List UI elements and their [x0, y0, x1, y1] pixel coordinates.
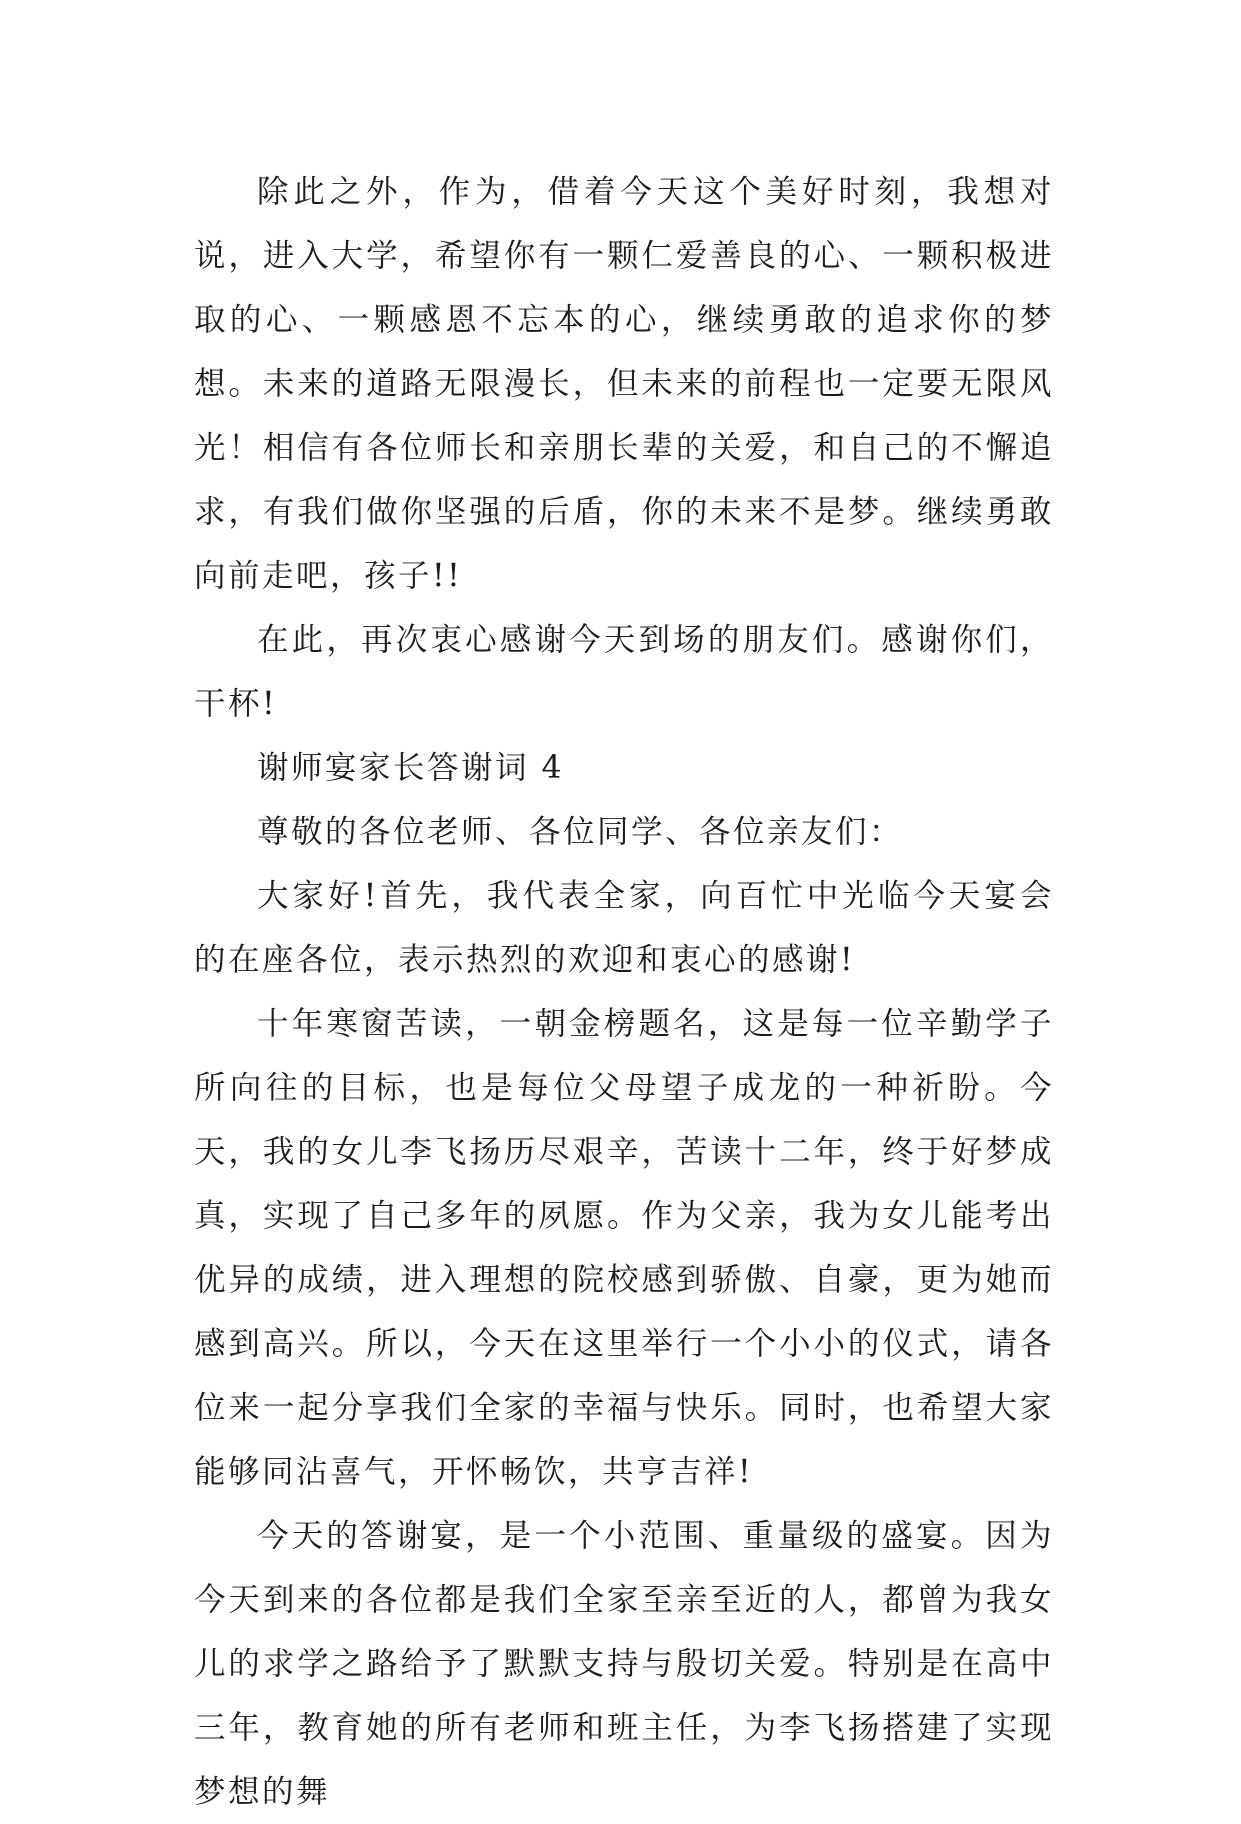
paragraph-achievement: 十年寒窗苦读，一朝金榜题名，这是每一位辛勤学子所向往的目标，也是每位父母望子成龙的一种祈盼。今天，我的女儿李飞扬历尽艰辛，苦读十二年，终于好梦成真，实现了自己多年的夙愿。作为父亲，我为女儿能考出优异的成绩，进入理想的院校感到骄傲、自豪，更为她而感到高兴。所以，今天在这里举行一个小小的仪式，请各位来一起分享我们全家的幸福与快乐。同时，也希望大家能够同沾喜气，开怀畅饮，共亨吉祥!	[194, 1006, 1054, 1490]
section-title: 谢师宴家长答谢词 4	[257, 750, 565, 786]
paragraph-closing-wishes: 除此之外，作为，借着今天这个美好时刻，我想对说，进入大学，希望你有一颗仁爱善良的心、一颗积极进取的心、一颗感恩不忘本的心，继续勇敢的追求你的梦想。未来的道路无限漫长，但未来的前程也一定要无限风光！相信有各位师长和亲朋长辈的关爱，和自己的不懈追求，有我们做你坚强的后盾，你的未来不是梦。继续勇敢向前走吧，孩子!!	[194, 174, 1054, 594]
paragraph-thanks-toast: 在此，再次衷心感谢今天到场的朋友们。感谢你们，干杯!	[194, 622, 1054, 722]
document-page	[194, 160, 1054, 1824]
paragraph-banquet: 今天的答谢宴，是一个小范围、重量级的盛宴。因为今天到来的各位都是我们全家至亲至近的人，都曾为我女儿的求学之路给予了默默支持与殷切关爱。特别是在高中三年，教育她的所有老师和班主任，为李飞扬搭建了实现梦想的舞	[194, 1518, 1054, 1810]
paragraph-welcome: 大家好!首先，我代表全家，向百忙中光临今天宴会的在座各位，表示热烈的欢迎和衷心的感谢!	[194, 878, 1054, 978]
salutation: 尊敬的各位老师、各位同学、各位亲友们：	[257, 814, 904, 850]
